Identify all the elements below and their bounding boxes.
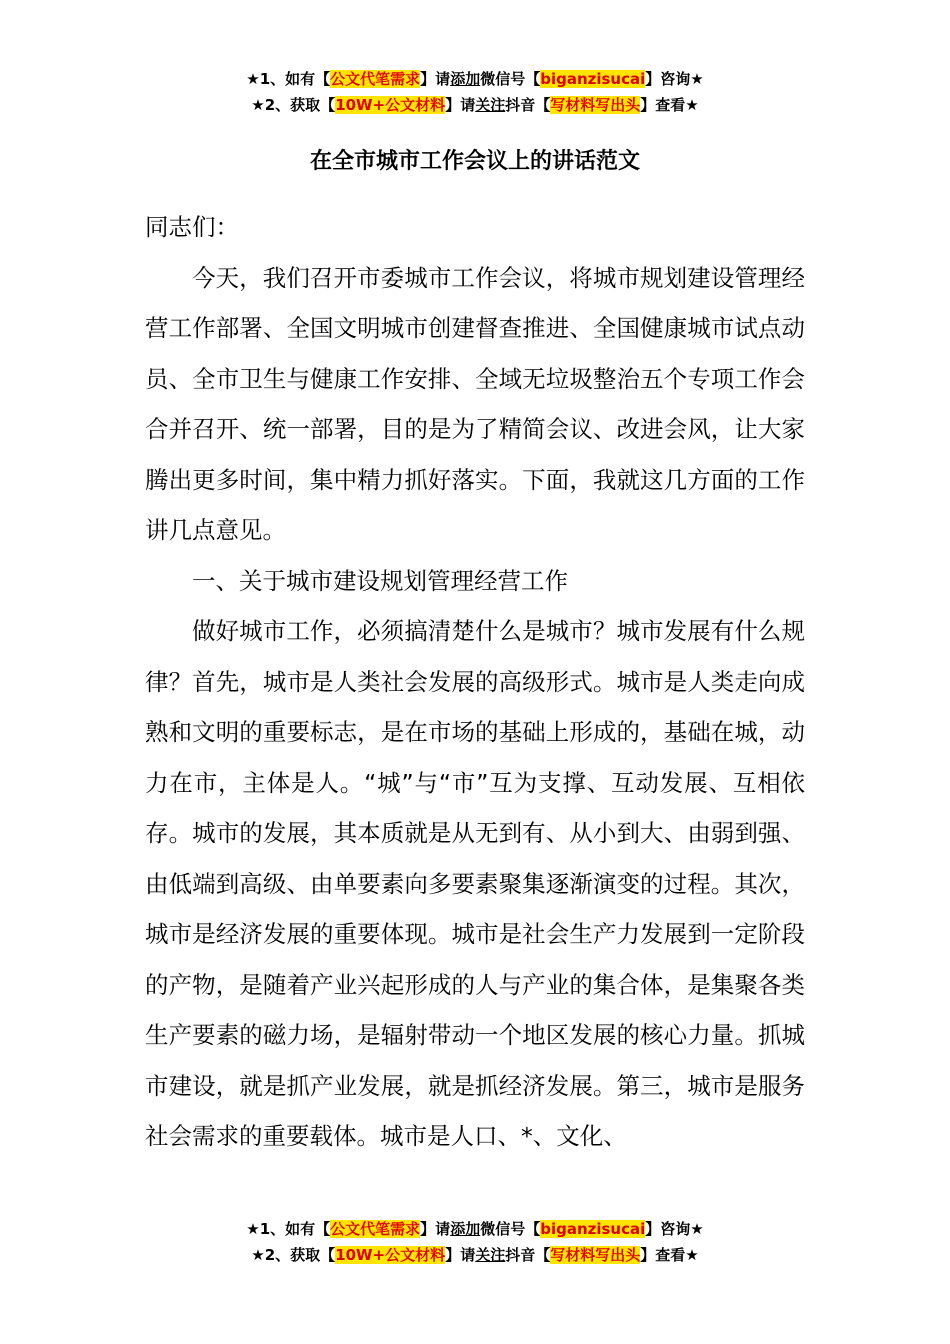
- promo-line-2: ★2、获取【10W+公文材料】请关注抖音【写材料写出头】查看★: [251, 96, 699, 114]
- highlight-service: 公文代笔需求: [330, 1220, 421, 1238]
- paragraph-city: 做好城市工作，必须搞清楚什么是城市？城市发展有什么规律？首先，城市是人类社会发展的高级形式。城市是人类走向成熟和文明的重要标志，是在市场的基础上形成的，基础在城，动力在市，主体是人。“城”与“市”互为支撑、互动发展、互相依存。城市的发展，其本质就是从无到有、从小到大、由弱到强、由低端到高级、由单要素向多要素聚集逐渐演变的过程。其次，城市是经济发展的重要体现。城市是社会生产力发展到一定阶段的产物，是随着产业兴起形成的人与产业的集合体，是集聚各类生产要素的磁力场，是辐射带动一个地区发展的核心力量。抓城市建设，就是抓产业发展，就是抓经济发展。第三，城市是服务社会需求的重要载体。城市是人口、*、文化、: [145, 617, 805, 1150]
- paragraph-intro: 今天，我们召开市委城市工作会议，将城市规划建设管理经营工作部署、全国文明城市创建督查推进、全国健康城市试点动员、全市卫生与健康工作安排、全域无垃圾整治五个专项工作会合并召开、统一部署，目的是为了精简会议、改进会风，让大家腾出更多时间，集中精力抓好落实。下面，我就这几方面的工作讲几点意见。: [145, 263, 805, 544]
- promo-line-2: ★2、获取【10W+公文材料】请关注抖音【写材料写出头】查看★: [251, 1246, 699, 1264]
- promo-banner-bottom: [0, 1216, 950, 1268]
- document-body: [145, 202, 805, 1162]
- highlight-wechat-id: biganzisucai: [540, 70, 646, 88]
- highlight-materials: 10W+公文材料: [335, 96, 446, 114]
- salutation: 同志们：: [145, 213, 239, 241]
- highlight-service: 公文代笔需求: [330, 70, 421, 88]
- promo-line-1: ★1、如有【公文代笔需求】请添加微信号【biganzisucai】咨询★: [246, 1220, 704, 1238]
- section-heading: 一、关于城市建设规划管理经营工作: [192, 566, 568, 595]
- document-title: 在全市城市工作会议上的讲话范文: [309, 149, 640, 174]
- highlight-materials: 10W+公文材料: [335, 1246, 446, 1264]
- promo-line-1: ★1、如有【公文代笔需求】请添加微信号【biganzisucai】咨询★: [246, 70, 704, 88]
- highlight-douyin-account: 写材料写出头: [550, 1246, 641, 1264]
- promo-banner-top: [0, 66, 950, 118]
- highlight-wechat-id: biganzisucai: [540, 1220, 646, 1238]
- highlight-douyin-account: 写材料写出头: [550, 96, 641, 114]
